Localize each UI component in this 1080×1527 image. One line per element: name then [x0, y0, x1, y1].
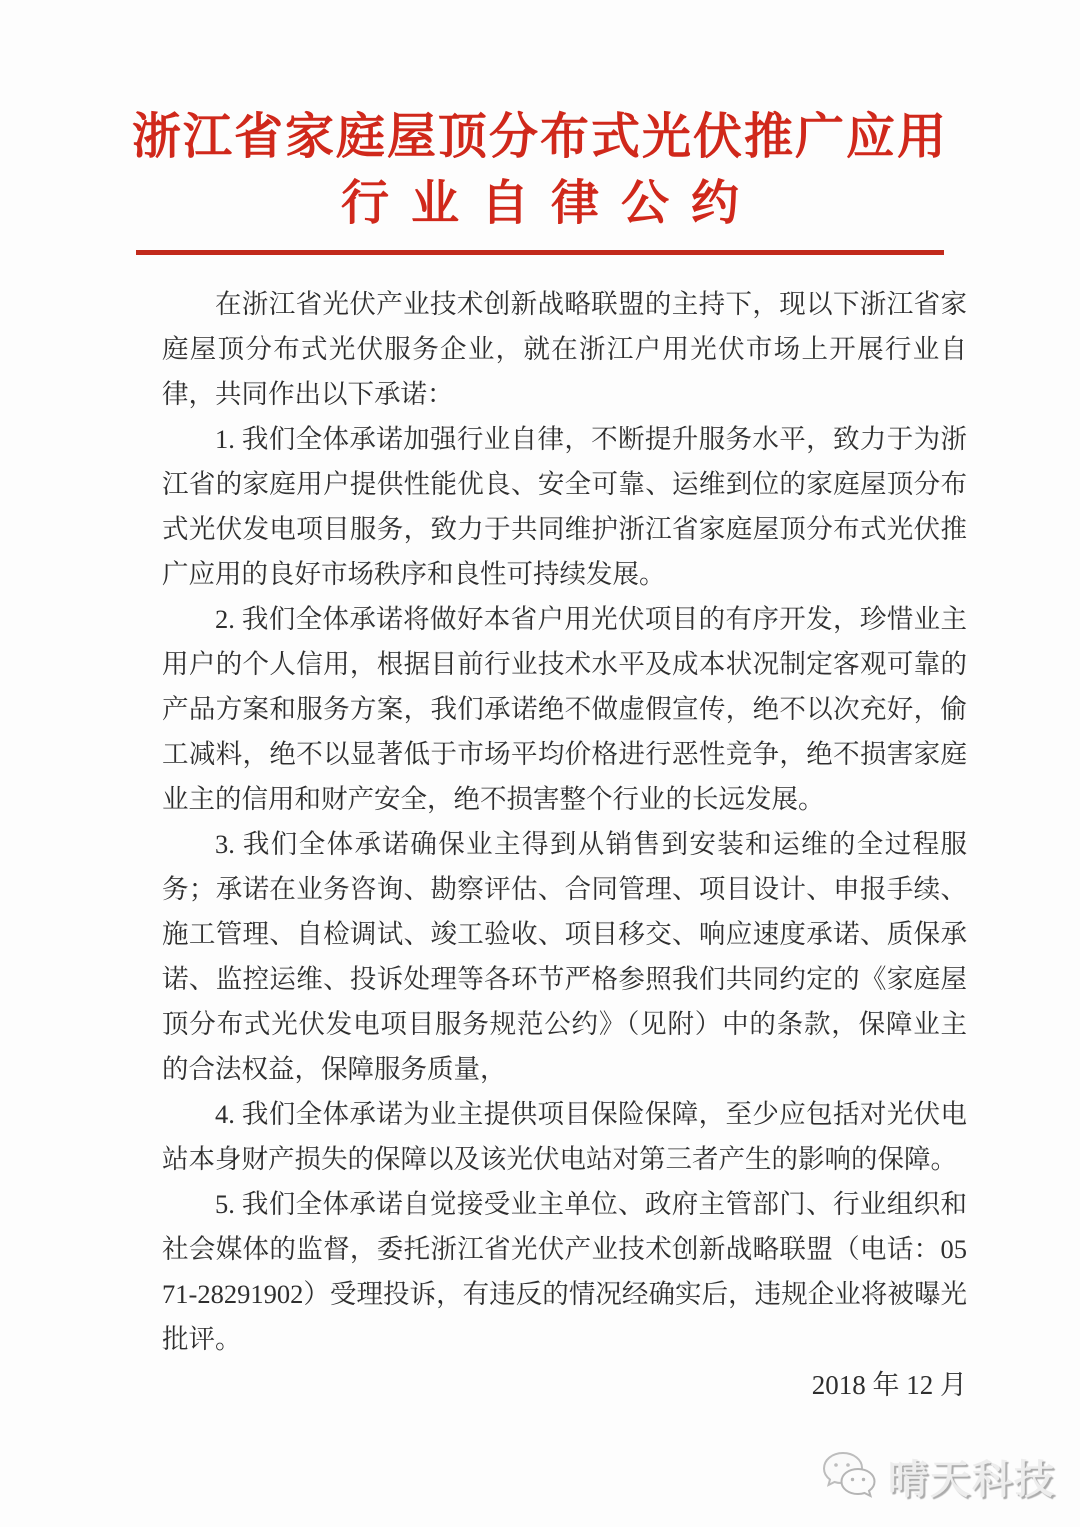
watermark	[818, 1448, 1056, 1505]
body-paragraph-5: 5. 我们全体承诺自觉接受业主单位、政府主管部门、行业组织和社会媒体的监督，委托浙江省光伏产业技术创新战略联盟（电话：0571-28291902）受理投诉，有违反的情况经确实后，违规企业将被曝光批评。	[162, 1189, 967, 1354]
wechat-icon	[818, 1451, 880, 1503]
body-paragraph-intro: 在浙江省光伏产业技术创新战略联盟的主持下，现以下浙江省家庭屋顶分布式光伏服务企业，就在浙江户用光伏市场上开展行业自律，共同作出以下承诺：	[162, 289, 967, 409]
body-paragraph-1: 1. 我们全体承诺加强行业自律，不断提升服务水平，致力于为浙江省的家庭用户提供性能优良、安全可靠、运维到位的家庭屋顶分布式光伏发电项目服务，致力于共同维护浙江省家庭屋顶分布式光伏推广应用的良好市场秩序和良性可持续发展。	[162, 424, 967, 589]
body-paragraph-3: 3. 我们全体承诺确保业主得到从销售到安装和运维的全过程服务；承诺在业务咨询、勘察评估、合同管理、项目设计、申报手续、施工管理、自检调试、竣工验收、项目移交、响应速度承诺、质保承诺、监控运维、投诉处理等各环节严格参照我们共同约定的《家庭屋顶分布式光伏发电项目服务规范公约》（见附）中的条款，保障业主的合法权益，保障服务质量，	[162, 829, 967, 1084]
watermark-label: 晴天科技	[888, 1458, 1056, 1502]
document-title	[0, 0, 1080, 234]
body-paragraph-4: 4. 我们全体承诺为业主提供项目保险保障，至少应包括对光伏电站本身财产损失的保障以及该光伏电站对第三者产生的影响的保障。	[162, 1099, 967, 1174]
document-body	[162, 282, 967, 1362]
title-line-1: 浙江省家庭屋顶分布式光伏推广应用	[131, 110, 948, 164]
body-paragraph-2: 2. 我们全体承诺将做好本省户用光伏项目的有序开发，珍惜业主用户的个人信用，根据目前行业技术水平及成本状况制定客观可靠的产品方案和服务方案，我们承诺绝不做虚假宣传，绝不以次充好，偷工减料，绝不以显著低于市场平均价格进行恶性竞争，绝不损害家庭业主的信用和财产安全，绝不损害整个行业的长远发展。	[162, 604, 967, 814]
document-date: 2018 年 12 月	[811, 1370, 967, 1400]
title-divider-rule	[136, 250, 944, 255]
title-line-2: 行业自律公约	[340, 177, 761, 230]
